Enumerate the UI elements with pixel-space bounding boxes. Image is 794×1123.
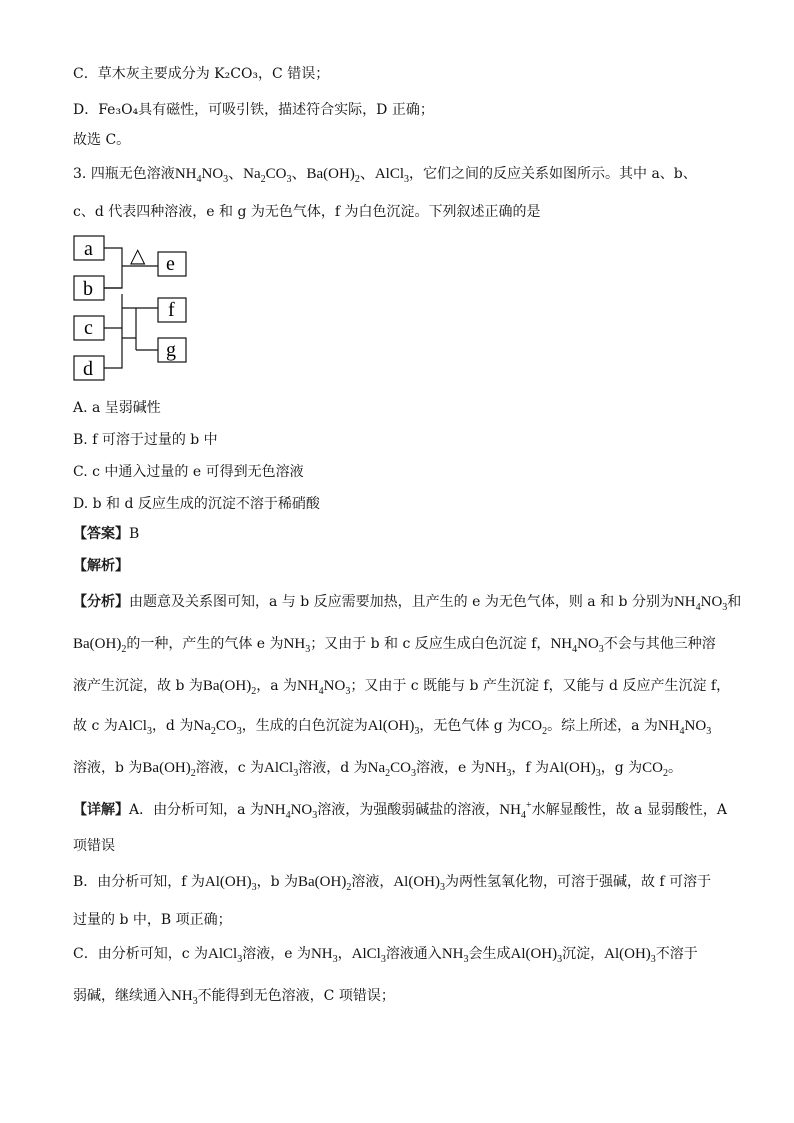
formula: $Al(OH)_3$ [604,946,656,965]
formula: AlCl$_3$ [351,946,386,965]
xiangjie-text: C．由分析可知，c 为 [73,946,209,962]
answer-line [73,524,139,544]
xiangjie-text: 为两性氢氧化物，可溶于强碱，故 f 可溶于 [444,874,712,890]
label-g: g [166,339,176,361]
xiangjie-line1 [73,800,727,820]
formula: $NH_4NO_3$ [550,636,604,655]
fenxi-text: 溶液，c 为 [195,760,265,776]
fenxi-text: ，无色气体 g 为 [419,718,522,734]
xiangjie-text: ，b 为 [256,874,298,890]
formula: $Al(OH)_3$ [204,874,257,893]
formula: $NH_4NO_3$ [263,802,318,821]
xiangjie-line4: 过量的 b 中，B 项正确； [73,912,232,928]
label-f: f [168,299,175,321]
formula: AlCl$_3$ [208,946,243,965]
fenxi-line2 [73,634,716,654]
heat-symbol: △ [130,245,146,267]
formula: $NH_4^+$ [499,800,532,821]
label-d: d [83,358,93,380]
xiangjie-text: 不能得到无色溶液，C 项错误； [197,988,395,1004]
question-3-stem-line1 [73,164,697,184]
xiangjie-line2: 项错误 [73,838,115,854]
formula: $NH_3$ [310,946,338,965]
xiangjie-text: B．由分析可知，f 为 [73,874,205,890]
fenxi-text: ，a 为 [256,678,297,694]
formula: $Ba(OH)_2$ [73,636,127,655]
formula: $Al(OH)_3$ [367,718,420,737]
fenxi-text: 溶液，d 为 [298,760,368,776]
line-d-conclusion: D．Fe₃O₄具有磁性，可吸引铁，描述符合实际，D 正确； [73,102,434,118]
xiangjie-text: 溶液，为强酸弱碱盐的溶液， [317,802,500,818]
question-stem-a: 四瓶无色溶液 [90,166,175,182]
xiangjie-line5 [73,944,698,964]
fenxi-text: ，生成的白色沉淀为 [241,718,368,734]
formula: $Na_2CO_3$ [367,760,416,779]
fenxi-text: 。综上所述，a 为 [547,718,658,734]
fenxi-text: ；又由于 c 既能与 b 产生沉淀 f，又能与 d 反应产生沉淀 f， [350,678,731,694]
analysis-label: 【解析】 [73,558,129,574]
xiangjie-line3 [73,872,711,892]
formula: $NH_3$ [283,636,311,655]
formula: $Al(OH)_3$ [510,946,563,965]
reaction-diagram [72,230,202,390]
formula: $CO_2$ [521,718,548,737]
xiangjie-text: 水解显酸性，故 a 显弱酸性，A [531,802,727,818]
question-3-stem-line2: c、d 代表四种溶液，e 和 g 为无色气体，f 为白色沉淀。下列叙述正确的是 [73,204,541,220]
xiangjie-text: 溶液，e 为 [242,946,311,962]
fenxi-line3 [73,676,730,696]
fenxi-text: ，f 为 [511,760,550,776]
option-c: C. c 中通入过量的 e 可得到无色溶液 [73,464,304,480]
xiangjie-text: 不溶于 [655,946,698,962]
formula: $NH_4NO_3$ [657,718,712,737]
fenxi-text: 和 [727,594,742,610]
xiangjie-text: 溶液通入 [385,946,442,962]
fenxi-text: ，g 为 [600,760,643,776]
label-e: e [166,253,175,275]
fenxi-line4 [73,716,711,736]
analysis-heading [73,556,129,576]
fenxi-text: 溶液，e 为 [416,760,485,776]
formula: $Ba(OH)_2$ [202,678,257,697]
line-c-conclusion: C．草木灰主要成分为 K₂CO₃，C 错误； [73,66,330,82]
formula: $NH_4NO_3$ [673,594,728,613]
xiangjie-line6 [73,986,395,1006]
fenxi-line1 [73,592,741,612]
connector-cd-fg [104,308,158,368]
fenxi-text: ，d 为 [151,718,194,734]
formula: AlCl$_3$ [117,718,152,737]
formula: AlCl$_3$ [264,760,299,779]
label-b: b [83,278,93,300]
formula: $Ba(OH)_2$ [298,874,352,893]
fenxi-text: 由题意及关系图可知，a 与 b 反应需要加热，且产生的 e 为无色气体，则 a 和 b 分别为 [129,594,674,610]
label-c: c [84,317,93,339]
xiangjie-text: 会生成 [468,946,511,962]
formula-nh4no3: $NH_4NO_3$、$Na_2CO_3$、$Ba(OH)_2$、AlCl$_3$ [174,166,410,185]
answer-value: B [129,526,140,542]
connector-bc-f [104,288,158,328]
label-a: a [84,238,93,260]
formula: $NH_4NO_3$ [297,678,351,697]
xiangjie-label: 【详解】 [73,802,129,818]
xiangjie-text: A．由分析可知，a 为 [129,802,264,818]
fenxi-text: 的一种，产生的气体 e 为 [126,636,284,652]
fenxi-text: 故 c 为 [73,718,118,734]
formula: $NH_3$ [441,946,469,965]
question-number: 3. [73,166,87,182]
fenxi-text: 液产生沉淀，故 b 为 [73,678,203,694]
formula: $Al(OH)_3$ [393,874,445,893]
fenxi-text: 不会与其他三种溶 [603,636,716,652]
formula: $NH_3$ [171,988,198,1007]
fenxi-text: 。 [667,760,682,776]
formula: $CO_2$ [642,760,668,779]
option-d: D. b 和 d 反应生成的沉淀不溶于稀硝酸 [73,496,320,512]
formula: $NH_3$ [484,760,512,779]
formula: $Ba(OH)_2$ [142,760,196,779]
fenxi-label: 【分析】 [73,594,129,610]
fenxi-line5 [73,758,682,778]
answer-label: 【答案】 [73,526,129,542]
xiangjie-text: 弱碱，继续通入 [73,988,171,1004]
option-b: B. f 可溶于过量的 b 中 [73,432,218,448]
fenxi-text: 溶液，b 为 [73,760,143,776]
xiangjie-text: ， [337,946,352,962]
formula: $Al(OH)_3$ [549,760,601,779]
fenxi-text: ；又由于 b 和 c 反应生成白色沉淀 f， [310,636,551,652]
xiangjie-text: 溶液， [351,874,394,890]
line-answer-c: 故选 C。 [73,132,131,148]
xiangjie-text: 沉淀， [562,946,605,962]
question-stem-b: ，它们之间的反应关系如图所示。其中 a、b、 [409,166,697,182]
formula: $Na_2CO_3$ [193,718,242,737]
option-a: A. a 呈弱碱性 [73,400,161,416]
